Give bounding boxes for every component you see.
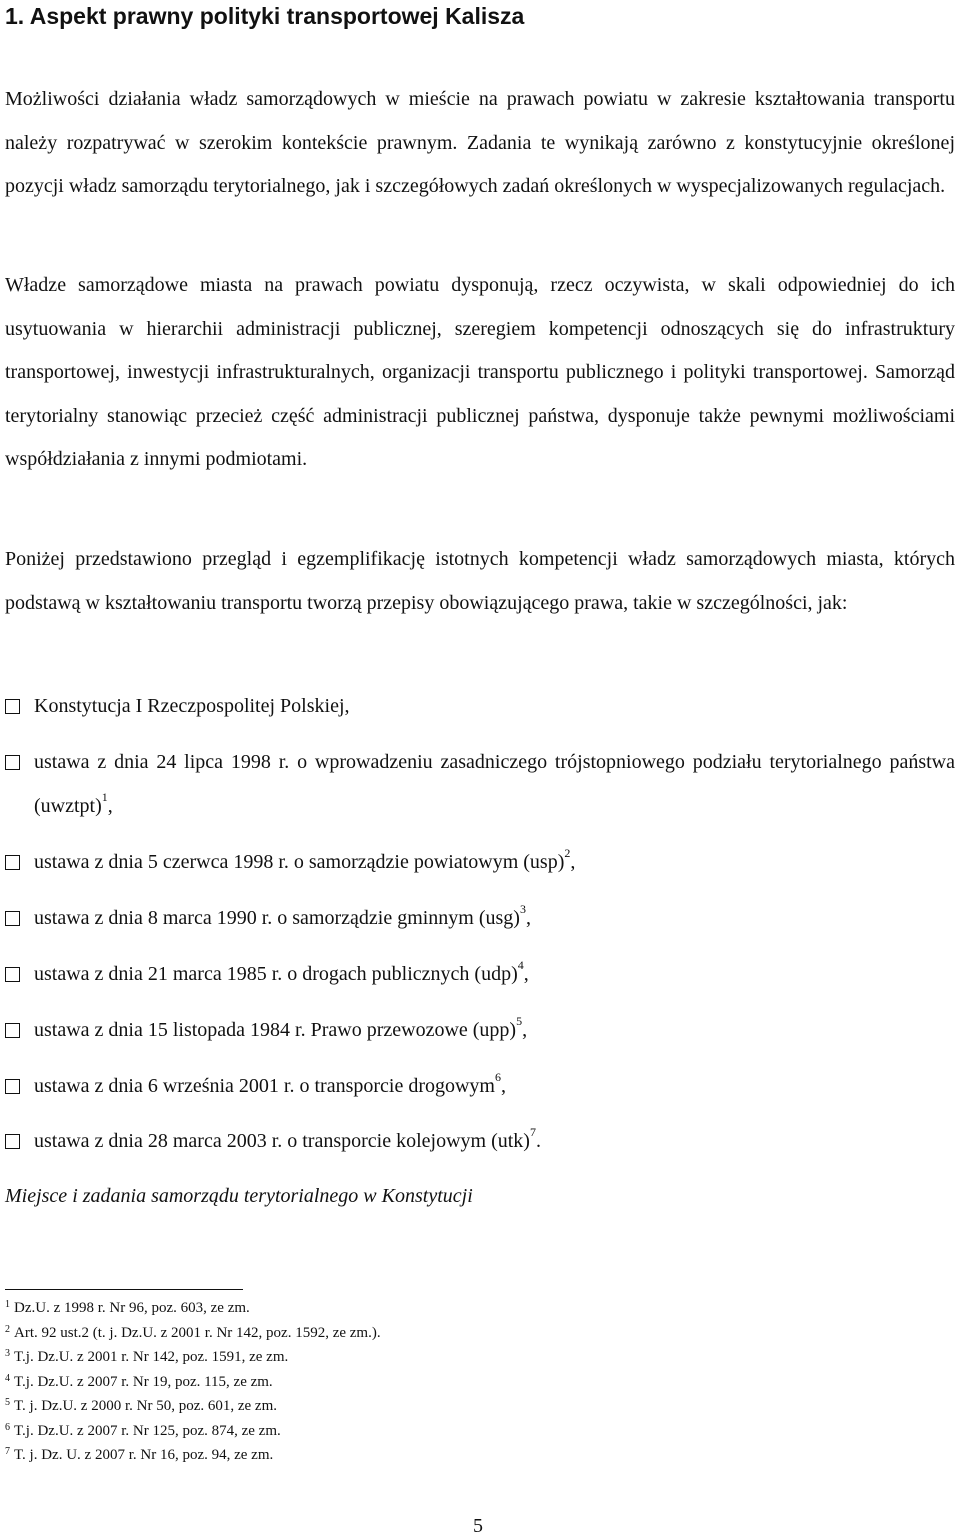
list-item-punct: , — [523, 962, 529, 985]
list-item-text: ustawa z dnia 21 marca 1985 r. o drogach publicznych (udp) — [34, 962, 518, 985]
footnote-text: Art. 92 ust.2 (t. j. Dz.U. z 2001 r. Nr 142, poz. 1592, ze zm.). — [14, 1324, 381, 1341]
section-heading: 1. Aspekt prawny polityki transportowej Kalisza — [5, 3, 525, 29]
footnote-number: 6 — [5, 1421, 10, 1433]
paragraph-competences: Władze samorządowe miasta na prawach powiatu dysponują, rzecz oczywista, w skali odpowiedniej do ich usytuowania w hierarchii administracji publicznej, szeregiem kompetencji odnoszących się do infrastruktury transportowej, inwestycji infrastrukturalnych, organizacji transportu publicznego i polityki transportowej. Samorząd terytorialny stanowiąc przecież część administracji publicznej państwa, dysponuje także pewnymi możliwościami współdziałania z innymi podmiotami. — [5, 274, 955, 471]
footnote-number: 3 — [5, 1348, 10, 1359]
checkbox-bullet-icon — [5, 855, 20, 870]
list-item — [5, 953, 955, 997]
checkbox-bullet-icon — [5, 1079, 20, 1094]
footnote-ref[interactable]: 5 — [516, 1013, 523, 1028]
footnote-number: 5 — [5, 1397, 10, 1408]
list-item-text: ustawa z dnia 28 marca 2003 r. o transporcie kolejowym (utk) — [34, 1130, 530, 1153]
list-item-text: ustawa z dnia 8 marca 1990 r. o samorządzie gminnym (usg) — [34, 906, 520, 929]
list-item — [5, 685, 955, 729]
footnote-number: 2 — [5, 1323, 10, 1335]
list-item-text: ustawa z dnia 5 czerwca 1998 r. o samorządzie powiatowym (usp) — [34, 850, 565, 873]
footnote-number: 7 — [5, 1446, 10, 1457]
footnote-text: Dz.U. z 1998 r. Nr 96, poz. 603, ze zm. — [14, 1300, 250, 1316]
footnote — [5, 1370, 381, 1395]
footnote — [5, 1321, 381, 1346]
footnote-ref[interactable]: 4 — [517, 957, 524, 972]
checkbox-bullet-icon — [5, 1134, 20, 1149]
footnote — [5, 1419, 381, 1444]
checkbox-bullet-icon — [5, 699, 20, 714]
footnote-text: T. j. Dz. U. z 2007 r. Nr 16, poz. 94, ze zm. — [14, 1447, 274, 1463]
checkbox-bullet-icon — [5, 911, 20, 926]
list-item — [5, 841, 955, 885]
legal-acts-list — [5, 685, 955, 1164]
paragraph-overview: Poniżej przedstawiono przegląd i egzemplifikację istotnych kompetencji władz samorządowych miasta, których podstawą w kształtowaniu transportu tworzą przepisy obowiązującego prawa, takie w szczególności, jak: — [5, 548, 955, 614]
list-item — [5, 1009, 955, 1053]
paragraph-intro: Możliwości działania władz samorządowych w mieście na prawach powiatu w zakresie kształtowania transportu należy rozpatrywać w szerokim kontekście prawnym. Zadania te wynikają zarówno z konstytucyjnie określonej pozycji władz samorządu terytorialnego, jak i szczegółowych zadań określonych w wyspecjalizowanych regulacjach. — [5, 88, 955, 198]
footnote-ref[interactable]: 7 — [529, 1125, 536, 1140]
list-item-text: ustawa z dnia 24 lipca 1998 r. o wprowadzeniu zasadniczego trójstopniowego podziału terytorialnego państwa (uwztpt) — [34, 750, 955, 817]
footnote — [5, 1443, 381, 1468]
list-item-punct: . — [535, 1130, 541, 1153]
footnote — [5, 1345, 381, 1370]
list-item — [5, 1120, 955, 1164]
list-item-punct: , — [501, 1074, 506, 1097]
checkbox-bullet-icon — [5, 967, 20, 982]
footnotes-list — [5, 1296, 381, 1468]
footnote-ref[interactable]: 3 — [519, 901, 526, 916]
footnote-text: T.j. Dz.U. z 2001 r. Nr 142, poz. 1591, ze zm. — [14, 1349, 289, 1365]
footnote-number: 1 — [5, 1299, 10, 1310]
footnote — [5, 1296, 381, 1321]
page-number: 5 — [473, 1515, 483, 1537]
list-item-text: ustawa z dnia 15 listopada 1984 r. Prawo przewozowe (upp) — [34, 1018, 517, 1041]
list-item — [5, 1065, 955, 1109]
footnote — [5, 1394, 381, 1419]
checkbox-bullet-icon — [5, 1023, 20, 1038]
list-item-text: Konstytucja I Rzeczpospolitej Polskiej, — [34, 695, 350, 717]
footnote-number: 4 — [5, 1372, 10, 1384]
list-item — [5, 741, 955, 828]
list-item-text: ustawa z dnia 6 września 2001 r. o transporcie drogowym — [34, 1074, 495, 1097]
footnote-text: T.j. Dz.U. z 2007 r. Nr 125, poz. 874, ze zm. — [14, 1422, 281, 1439]
subsection-title: Miejsce i zadania samorządu terytorialnego w Konstytucji — [5, 1185, 473, 1207]
list-item-punct: , — [522, 1018, 528, 1041]
footnote-ref[interactable]: 1 — [101, 789, 108, 804]
list-item-punct: , — [107, 794, 113, 817]
checkbox-bullet-icon — [5, 755, 20, 770]
list-item-punct: , — [570, 850, 576, 873]
footnote-ref[interactable]: 6 — [495, 1069, 501, 1084]
footnote-text: T. j. Dz.U. z 2000 r. Nr 50, poz. 601, ze zm. — [14, 1398, 277, 1414]
list-item — [5, 897, 955, 941]
footnote-text: T.j. Dz.U. z 2007 r. Nr 19, poz. 115, ze zm. — [14, 1373, 273, 1390]
footnote-ref[interactable]: 2 — [564, 845, 571, 860]
list-item-punct: , — [525, 906, 531, 929]
footnote-separator — [5, 1289, 243, 1290]
